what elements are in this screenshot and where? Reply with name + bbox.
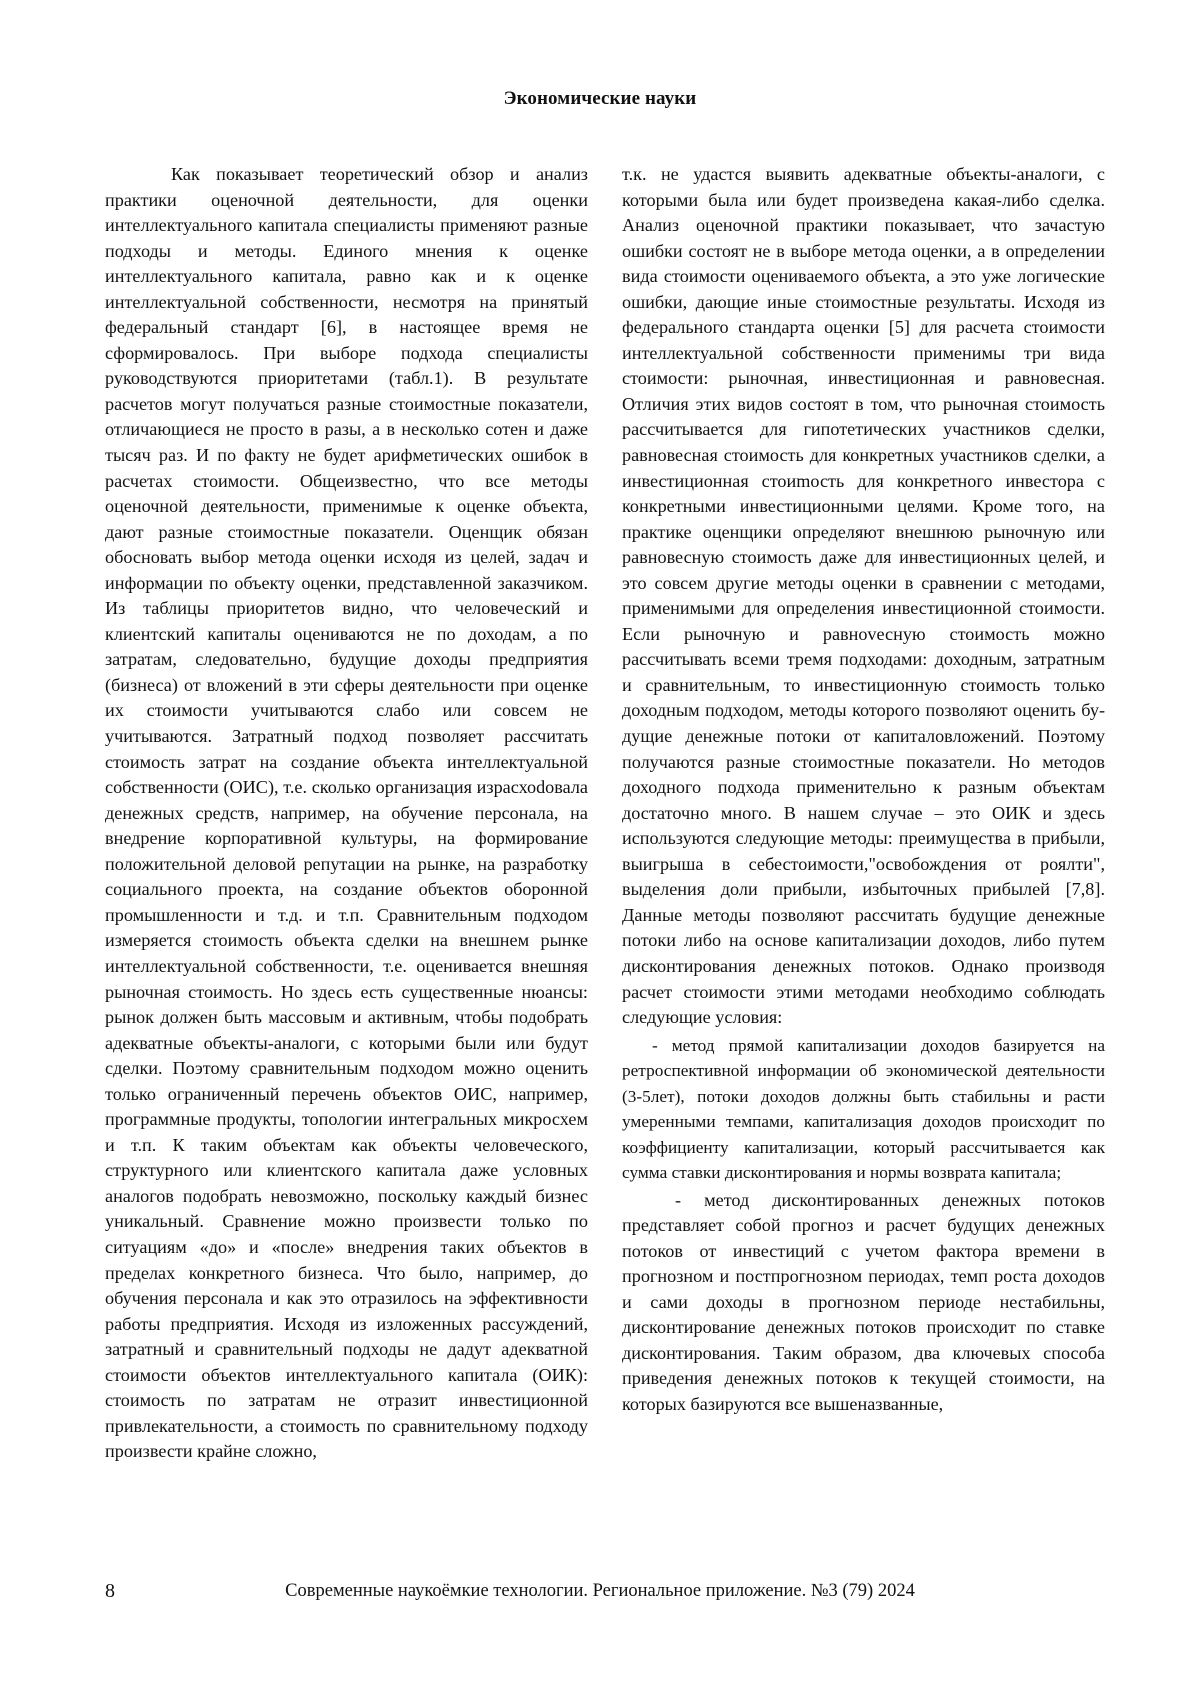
section-title: Экономические науки bbox=[503, 88, 697, 109]
left-column bbox=[105, 162, 588, 1465]
body-paragraph: т.к. не удастся выявить адекватные объекты-аналоги, с которыми была или будет произведена какая-либо сделка. Анализ оценочной практики показывает, что зачастую ошибки состоят не в выборе метода оценки, а в определении вида стоимости оцениваемого объекта, а это уже логические ошибки, дающие иные стоимостные результаты. Исходя из федерального стандарта оценки [5] для расчета стоимости интеллектуальной собственности применимы три вида стоимости: рыночная, инвестиционная и равновесная. Отличия этих видов состоят в том, что рыночная стоимость рассчитывается для гипотетических участников сделки, равновесная стоимость для конкретных участников сделки, а инвестиционная стоиmость для конкретного инвестора с конкретными инвестиционными целями. Кроме того, на практике оценщики определяют внешнюю рыночную или равновесную стоимость даже для инвестиционных целей, и это совсем другие методы оценки в сравнении с методами, применимыми для определения инвестиционной стоимости. Если рыночную и равноvесную стоимость можно рассчитывать всеми тремя подходами: доходным, затратным и сравнительным, то инвестиционную стоимость только доходным подходом, методы которого позволяют оценить будущие денежные потоки от капиталовложений. Поэтому получаются разные стоимостные показатели. Но методов доходного подхода применительно к разным объектам достаточно много. В нашем случае – это ОИК и здесь используются следующие методы: преимущества в прибыли, выигрыша в себестоимости,"освобождения от роялти", выделения доли прибыли, избыточных прибылей [7,8]. Данные методы позволяют рассчитать будущие денежные потоки либо на основе капитализации доходов, либо путем дисконтирования денежных потоков. Однако производя расчет стоимости этими методами необходимо соблюдать следующие условия: bbox=[622, 164, 1105, 1028]
page-number: 8 bbox=[105, 1580, 115, 1602]
list-item: - метод дисконтированных денежных потоков представляет собой прогноз и расчет будущих денежных потоков от инвестиций с учетом фактора времени в прогнозном и постпрогнозном периодах, темп роста доходов и сами доходы в прогнозном периоде нестабильны, дисконтирование денежных потоков происходит по ставке дисконтирования. Таким образом, два ключевых способа приведения денежных потоков к текущей стоимости, на которых базируются все вышеназванные, bbox=[622, 1189, 1105, 1414]
journal-title: Современные наукоёмкие технологии. Региональное приложение. №3 (79) 2024 bbox=[285, 1581, 915, 1601]
right-column bbox=[622, 162, 1105, 1418]
list-item: - метод прямой капитализации доходов базируется на ретроспективной информации об экономической деятельности (3-5лет), потоки доходов должны быть стабильны и расти умеренными темпами, капитализация доходов происходит по коэффициенту капитализации, который рассчитывается как сумма ставки дисконтирования и нормы возврата капитала; bbox=[622, 1035, 1105, 1183]
body-paragraph: Как показывает теоретический обзор и анализ практики оценочной деятельности, для оценки интеллектуального капитала специалисты применяют разные подходы и методы. Единого мнения к оценке интеллектуального капитала, равно как и к оценке интеллектуальной собственности, несмотря на принятый федеральный стандарт [6], в настоящее время не сформировалось. При выборе подхода специалисты руководствуются приоритетами (табл.1). В результате расчетов могут получаться разные стоимостные показатели, отличающиеся не просто в разы, а в несколько сотен и даже тысяч раз. И по факту не будет арифметических ошибок в расчетах стоимости. Общеизвестно, что все методы оценочной деятельности, применимые к оценке объекта, дают разные стоимостные показатели. Оценщик обязан обосновать выбор метода оценки исходя из целей, задач и информации по объекту оценки, представленной заказчиком. Из таблицы приоритетов видно, что человеческий и клиентский капиталы оцениваются не по доходам, а по затратам, следовательно, будущие доходы предприятия (бизнеса) от вложений в эти сферы деятельности при оценке их стоимости учитываются слабо или совсем не учитываются. Затратный подход позволяет рассчитать стоимость затрат на создание объекта интеллектуальной собственности (ОИС), т.е. сколько организация израсхоdовала денежных средств, например, на обучение персонала, на внедрение корпоративной культуры, на формирование положительной деловой репутации на рынке, на разработку социального проекта, на создание объектов оборонной промышленности и т.д. и т.п. Сравнительным подходом измеряется стоимость объекта сделки на внешнем рынке интеллектуальной собственности, т.е. оценивается внешняя рыночная стоимость. Но здесь есть существенные нюансы: рынок должен быть массовым и активным, чтобы подобрать адекватные объекты-аналоги, с которыми были или будут сделки. Поэтому сравнительным подходом можно оценить только ограниченный перечень объектов ОИС, например, программные продукты, топологии интегральных микросхем и т.п. К таким объектам как объекты человеческого, структурного или клиентского капитала даже условных аналогов подобрать невозможно, поскольку каждый бизнес уникальный. Сравнение можно произвести только по ситуациям «до» и «после» внедрения таких объектов в пределах конкретного бизнеса. Что было, например, до обучения персонала и как это отразилось на эффективности работы предприятия. Исходя из изложенных рассуждений, затратный и сравнительный подходы не дадут адекватной стоимости объектов интеллектуального капитала (ОИК): стоимость по затратам не отразит инвестиционной привлекательности, а стоимость по сравнительному подходу произвести крайне сложно, bbox=[105, 164, 588, 1462]
